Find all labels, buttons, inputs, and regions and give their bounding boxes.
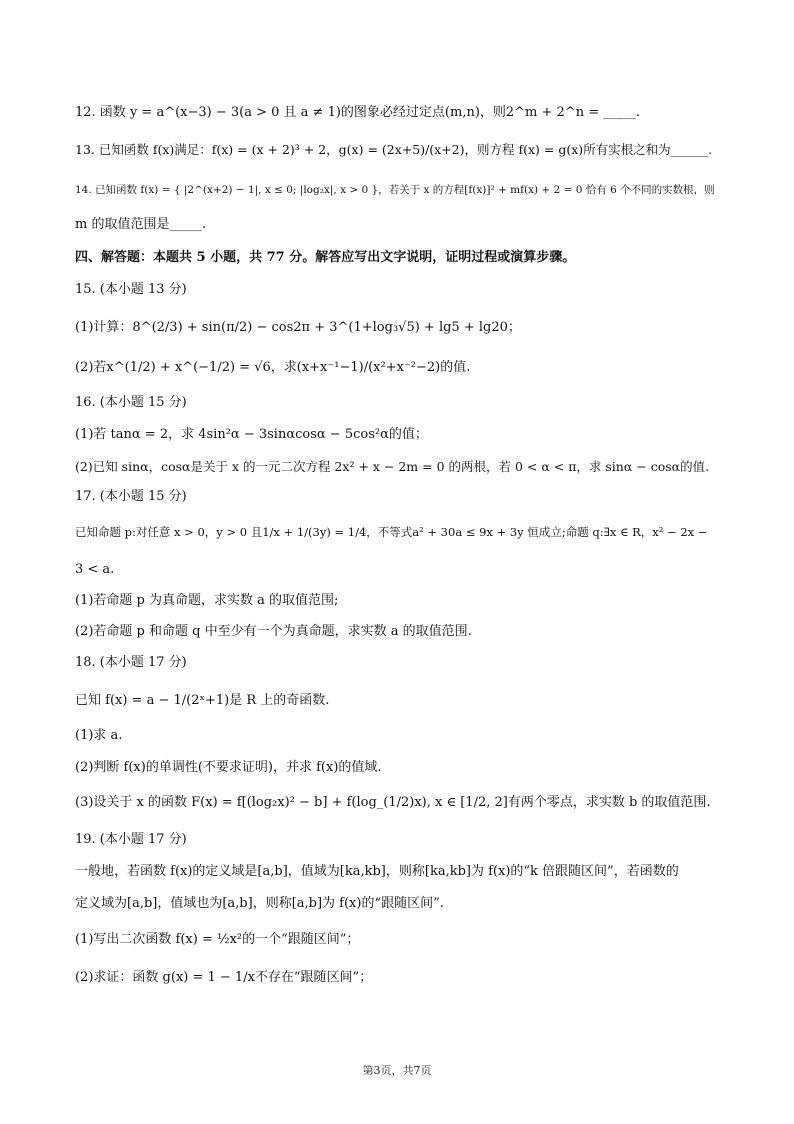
question-17-body-cont: 3 < a. [75, 562, 115, 577]
question-18-part-3: (3)设关于 x 的函数 F(x) = f[(log₂x)² − b] + f(log_(1/2)x), x ∈ [1/2, 2]有两个零点，求实数 b 的取值范围. [75, 795, 711, 810]
question-19-part-2: (2)求证：函数 g(x) = 1 − 1/x不存在“跟随区间”； [75, 970, 373, 985]
question-19-body-cont: 定义域为[a,b]，值域也为[a,b]，则称[a,b]为 f(x)的“跟随区间”. [75, 896, 444, 911]
question-19-body: 一般地，若函数 f(x)的定义域是[a,b]，值域为[ka,kb]，则称[ka,kb]为 f(x)的“k 倍跟随区间”，若函数的 [75, 864, 679, 879]
question-18-part-2: (2)判断 f(x)的单调性(不要求证明)，并求 f(x)的值域. [75, 760, 382, 775]
question-15-title: 15. (本小题 13 分) [75, 282, 187, 297]
question-16-part-1: (1)若 tanα = 2，求 4sin²α − 3sinαcosα − 5cos²α的值； [75, 427, 428, 442]
question-13: 13. 已知函数 f(x)满足：f(x) = (x + 2)³ + 2，g(x) = (2x+5)/(x+2)，则方程 f(x) = g(x)所有实根之和为______. [75, 142, 713, 157]
question-18-body: 已知 f(x) = a − 1/(2ˣ+1)是 R 上的奇函数. [75, 693, 330, 708]
page-number: 第3页，共7页 [362, 1064, 432, 1077]
question-14: 14. 已知函数 f(x) = { |2^(x+2) − 1|, x ≤ 0; |log₂x|, x > 0 }，若关于 x 的方程[f(x)]² + mf(x) + 2 = 0 恰有 6 个不同的实数根，则 [75, 184, 715, 196]
question-15-part-2: (2)若x^(1/2) + x^(−1/2) = √6，求(x+x⁻¹−1)/(x²+x⁻²−2)的值. [75, 360, 471, 375]
section-heading: 四、解答题：本题共 5 小题，共 77 分。解答应写出文字说明，证明过程或演算步骤。 [75, 250, 576, 265]
question-12: 12. 函数 y = a^(x−3) − 3(a > 0 且 a ≠ 1)的图象必经过定点(m,n)，则2^m + 2^n = _____. [75, 105, 640, 120]
question-19-part-1: (1)写出二次函数 f(x) = ½x²的一个“跟随区间”； [75, 932, 360, 947]
question-18-part-1: (1)求 a. [75, 728, 123, 743]
question-18-title: 18. (本小题 17 分) [75, 655, 187, 670]
question-16-part-2: (2)已知 sinα，cosα是关于 x 的一元二次方程 2x² + x − 2m = 0 的两根，若 0 < α < π，求 sinα − cosα的值. [75, 459, 710, 474]
question-14-cont: m 的取值范围是_____. [75, 217, 207, 232]
question-17-part-1: (1)若命题 p 为真命题，求实数 a 的取值范围; [75, 593, 339, 608]
question-17-part-2: (2)若命题 p 和命题 q 中至少有一个为真命题，求实数 a 的取值范围. [75, 624, 472, 639]
question-15-part-1: (1)计算：8^(2/3) + sin(π/2) − cos2π + 3^(1+log₃√5) + lg5 + lg20； [75, 320, 521, 335]
question-17-body: 已知命题 p:对任意 x > 0，y > 0 且1/x + 1/(3y) = 1/4，不等式a² + 30a ≤ 9x + 3y 恒成立;命题 q:∃x ∈ R，x² − 2x − [75, 525, 708, 539]
question-19-title: 19. (本小题 17 分) [75, 832, 187, 847]
question-16-title: 16. (本小题 15 分) [75, 395, 187, 410]
question-17-title: 17. (本小题 15 分) [75, 489, 187, 504]
